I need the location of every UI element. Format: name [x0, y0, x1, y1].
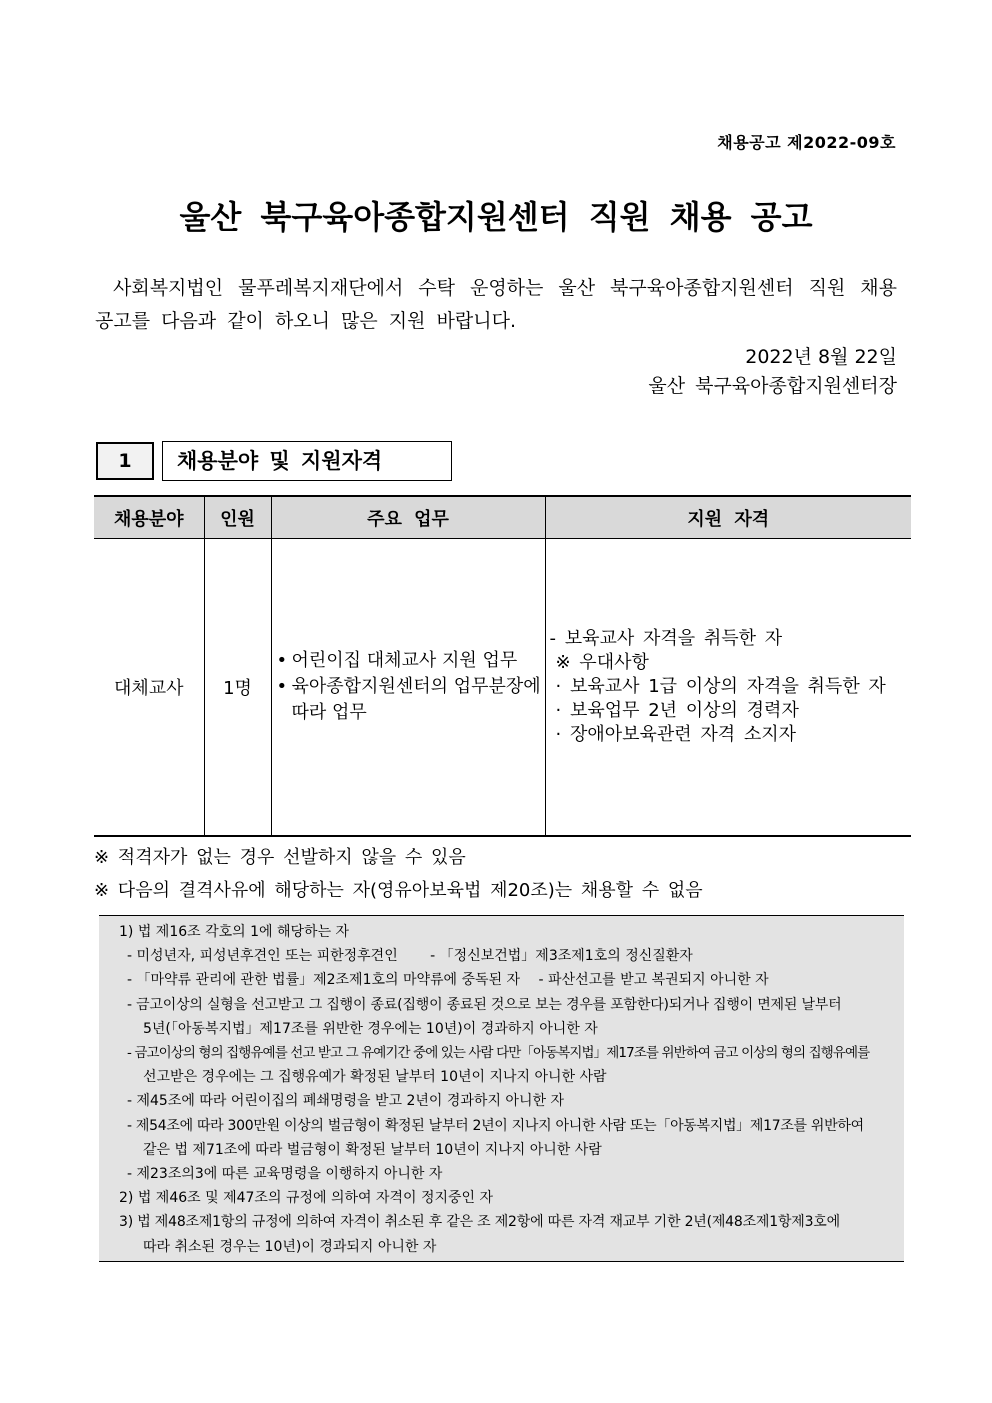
intro-paragraph: 사회복지법인 물푸레복지재단에서 수탁 운영하는 울산 북구육아종합지원센터 직원 채용 공고를 다음과 같이 하오니 많은 지원 바랍니다.: [95, 277, 897, 332]
list-item: 5년(「아동복지법」제17조를 위반한 경우에는 10년)이 경과하지 아니한 자: [143, 1020, 598, 1037]
section-title: 채용분야 및 지원자격: [162, 441, 452, 481]
section-number-box: 1: [96, 442, 154, 480]
list-item: - 금고이상의 실형을 선고받고 그 집행이 종료(집행이 종료된 것으로 보는 경우를 포함한다)되거나 집행이 면제된 날부터: [127, 996, 842, 1013]
qualification-list: [546, 627, 912, 747]
list-item: · 장애아보육관련 자격 소지자: [555, 724, 797, 745]
table-row: [94, 539, 911, 837]
list-item: 3) 법 제48조제1항의 규정에 의하여 자격이 취소된 후 같은 조 제2항에 따른 자격 재교부 기한 2년(제48조제1항제3호에: [119, 1214, 840, 1231]
cell-duties: [271, 539, 545, 837]
list-item: - 금고이상의 형의 집행유예를 선고 받고 그 유예기간 중에 있는 사람 다만「아동복지법」제17조를 위반하여 금고 이상의 형의 집행유예를: [127, 1045, 870, 1062]
list-item: - 제54조에 따라 300만원 이상의 벌금형이 확정된 날부터 2년이 지나지 아니한 사람 또는「아동복지법」제17조를 위반하여: [127, 1117, 864, 1134]
header-duties: 주요 업무: [271, 496, 545, 539]
list-item: · 보육교사 1급 이상의 자격을 취득한 자: [555, 676, 886, 697]
list-item: 1) 법 제16조 각호의 1에 해당하는 자: [119, 924, 350, 940]
disqualification-box: [99, 915, 904, 1262]
header-count: 인원: [204, 496, 271, 539]
header-qualifications: 지원 자격: [545, 496, 911, 539]
list-item: - 미성년자, 피성년후견인 또는 피한정후견인 - 「정신보건법」제3조제1호의 정신질환자: [127, 948, 693, 965]
list-item: ※ 우대사항: [555, 652, 649, 673]
cell-field: 대체교사: [94, 539, 204, 837]
list-item: - 제23조의3에 따른 교육명령을 이행하지 아니한 자: [127, 1166, 443, 1183]
note-disqualification: ※ 다음의 결격사유에 해당하는 자(영유아보육법 제20조)는 채용할 수 없음: [94, 880, 703, 901]
list-item: 2) 법 제46조 및 제47조의 규정에 의하여 자격이 정지중인 자: [119, 1190, 494, 1207]
recruitment-table: [94, 495, 911, 837]
header-field: 채용분야: [94, 496, 204, 539]
list-item: • 어린이집 대체교사 지원 업무: [276, 648, 545, 674]
duty-list: [272, 648, 545, 726]
cell-count: 1명: [204, 539, 271, 837]
list-item: - 제45조에 따라 어린이집의 폐쇄명령을 받고 2년이 경과하지 아니한 자: [127, 1093, 564, 1110]
note-no-qualified: ※ 적격자가 없는 경우 선발하지 않을 수 있음: [94, 847, 466, 868]
list-item: 따라 취소된 경우는 10년)이 경과되지 아니한 자: [143, 1238, 437, 1255]
page-title: 울산 북구육아종합지원센터 직원 채용 공고: [179, 198, 813, 236]
notice-number: 채용공고 제2022-09호: [717, 133, 896, 152]
cell-qualifications: [545, 539, 911, 837]
list-item: - 「마약류 관리에 관한 법률」제2조제1호의 마약류에 중독된 자 - 파산선고를 받고 복권되지 아니한 자: [127, 972, 769, 989]
list-item: · 보육업무 2년 이상의 경력자: [555, 700, 799, 721]
list-item: • 육아종합지원센터의 업무분장에 따라 업무: [276, 674, 545, 726]
list-item: - 보육교사 자격을 취득한 자: [549, 628, 783, 649]
list-item: 선고받은 경우에는 그 집행유예가 확정된 날부터 10년이 지나지 아니한 사람: [143, 1069, 607, 1086]
table-header-row: [94, 496, 911, 539]
issuer-name: 울산 북구육아종합지원센터장: [648, 375, 897, 397]
issue-date: 2022년 8월 22일: [745, 346, 897, 368]
list-item: 같은 법 제71조에 따라 벌금형이 확정된 날부터 10년이 지나지 아니한 사람: [143, 1141, 602, 1158]
